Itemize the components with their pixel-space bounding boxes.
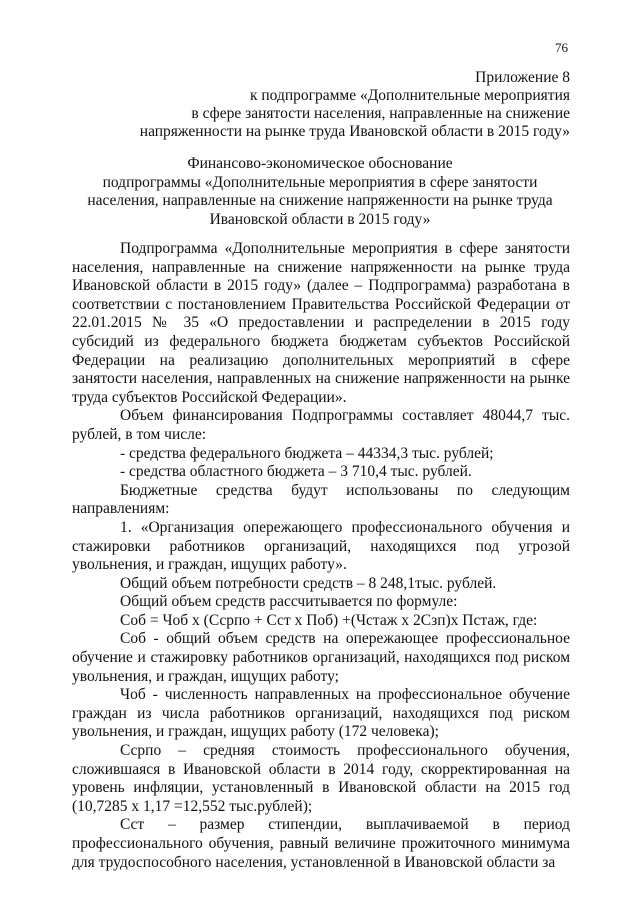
- paragraph: Бюджетные средства будут использованы по следующим направлениям:: [72, 481, 570, 518]
- paragraph: Общий объем средств рассчитывается по формуле:: [120, 593, 458, 611]
- paragraph: 1. «Организация опережающего профессионального обучения и стажировки работников организаций, находящихся под угрозой увольнения, и граждан, ищущих работу».: [72, 518, 570, 574]
- document-body: [72, 240, 570, 872]
- formula: Соб = Чоб х (Ссрпо + Сст х Поб) +(Чстаж х 2Сзп)х Пстаж, где:: [120, 611, 538, 629]
- title-line: населения, направленные на снижение напряженности на рынке труда: [87, 192, 553, 209]
- document-title: [70, 155, 570, 229]
- paragraph: Сст – размер стипендии, выплачиваемой в период профессионального обучения, равный величине прожиточного минимума для трудоспособного населения, установленной в Ивановской области за: [72, 816, 570, 871]
- list-item: - средства областного бюджета – 3 710,4 тыс. рублей.: [120, 463, 472, 481]
- title-line: Финансово-экономическое обоснование: [187, 155, 453, 172]
- paragraph: Чоб - численность направленных на профессиональное обучение граждан из числа работников организаций, находящихся под риском увольнения, и граждан, ищущих работу (172 человека);: [72, 686, 570, 741]
- paragraph: Объем финансирования Подпрограммы составляет 48044,7 тыс. рублей, в том числе:: [72, 407, 570, 443]
- appendix-line: напряженности на рынке труда Ивановской области в 2015 году»: [139, 123, 570, 140]
- page-number: 76: [555, 40, 568, 55]
- paragraph: Соб - общий объем средств на опережающее профессиональное обучение и стажировку работников организаций, находящихся под риском увольнения, и граждан, ищущих работу;: [72, 630, 570, 685]
- title-line: Ивановской области в 2015 году»: [209, 210, 431, 228]
- appendix-line: Приложение 8: [475, 69, 570, 86]
- list-item: - средства федерального бюджета – 44334,3 тыс. рублей;: [120, 444, 494, 462]
- appendix-line: к подпрограмме «Дополнительные мероприятия: [249, 87, 570, 104]
- appendix-header: [100, 69, 570, 141]
- paragraph: Общий объем потребности средств – 8 248,1тыс. рублей.: [120, 574, 497, 592]
- paragraph: Подпрограмма «Дополнительные мероприятия в сфере занятости населения, направленные на снижение напряженности на рынке труда Ивановской области в 2015 году» (далее – Подпрограмма) разработана в соответствии с постановлением Правительства Российской Федерации от 22.01.2015 № 35 «О предоставлении и распределении в 2015 году субсидий из федерального бюджета бюджетам субъектов Российской Федерации на реализацию дополнительных мероприятий в сфере занятости населения, направленных на снижение напряженности на рынке труда субъектов Российской Федерации».: [72, 240, 570, 406]
- title-line: подпрограммы «Дополнительные мероприятия в сфере занятости: [102, 173, 538, 191]
- appendix-line: в сфере занятости населения, направленные на снижение: [191, 105, 570, 122]
- paragraph: Ссрпо – средняя стоимость профессионального обучения, сложившаяся в Ивановской области в 2014 году, скорректированная на уровень инфляции, установленный в Ивановской области на 2015 год (10,7285 х 1,17 =12,552 тыс.рублей);: [72, 742, 570, 815]
